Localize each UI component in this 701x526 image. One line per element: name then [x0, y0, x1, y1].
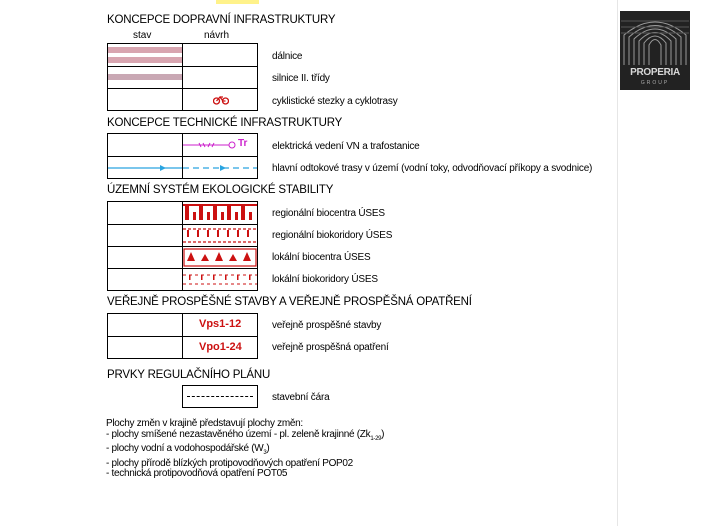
building-line-symbol	[187, 396, 253, 397]
road-symbol	[108, 74, 182, 80]
top-tab-left	[216, 0, 238, 4]
legend-label-regional-biocorridor: regionální biokoridory ÚSES	[272, 230, 393, 241]
heading-regulation: PRVKY REGULAČNÍHO PLÁNU	[107, 369, 271, 381]
eco-navrh-cell-4	[182, 268, 258, 291]
eco-stav-cell-1	[107, 201, 183, 225]
legend-label-local-biocentre: lokální biocentra ÚSES	[272, 252, 371, 263]
company-logo	[620, 11, 690, 90]
eco-navrh-cell-1	[182, 201, 258, 225]
eco-stav-cell-4	[107, 268, 183, 291]
logo-subtitle: GROUP	[640, 80, 670, 86]
notes-block	[106, 419, 384, 480]
water-stream-icon	[108, 162, 182, 174]
top-tab-right	[237, 0, 259, 4]
transport-stav-cell-2	[107, 66, 183, 89]
heading-technical: KONCEPCE TECHNICKÉ INFRASTRUKTURY	[107, 117, 343, 129]
heading-ecological: ÚZEMNÍ SYSTÉM EKOLOGICKÉ STABILITY	[107, 184, 334, 196]
bicycle-icon	[213, 95, 229, 105]
technical-navrh-cell-2	[182, 156, 258, 179]
local-biocorridor-symbol	[183, 269, 257, 290]
logo-name: PROPERIA	[630, 67, 680, 78]
eco-navrh-cell-2	[182, 224, 258, 247]
notes-title: Plochy změn v krajině představují plochy změn:	[106, 418, 303, 429]
transport-navrh-cell-1	[182, 43, 258, 67]
legend-label-local-biocorridor: lokální biokoridory ÚSES	[272, 274, 378, 285]
public-code-vpo: Vpo1-24	[199, 341, 242, 353]
transport-navrh-cell-3	[182, 88, 258, 111]
technical-stav-cell-2	[107, 156, 183, 179]
legend-label-regional-biocentre: regionální biocentra ÚSES	[272, 208, 385, 219]
notes-line-2-sub: 3	[263, 450, 267, 456]
eco-navrh-cell-3	[182, 246, 258, 269]
legend-label-highway: dálnice	[272, 51, 303, 62]
notes-line-1-text: - plochy smíšené nezastavěného území - pl. zeleně krajinné (Zk	[106, 428, 371, 440]
notes-line-1	[106, 430, 384, 445]
legend-label-public-measures: veřejně prospěšná opatření	[272, 342, 389, 353]
transport-stav-cell-3	[107, 88, 183, 111]
notes-line-2-text: - plochy vodní a vodohospodářské (W	[106, 443, 264, 454]
eco-stav-cell-2	[107, 224, 183, 247]
page-divider	[617, 0, 618, 526]
legend-label-road: silnice II. třídy	[272, 73, 330, 84]
notes-line-1-sub: 1-29	[370, 435, 382, 442]
regulation-cell	[182, 385, 258, 408]
notes-line-2	[106, 444, 384, 459]
legend-label-power: elektrická vedení VN a trafostanice	[272, 141, 420, 152]
public-navrh-cell-1	[182, 313, 258, 337]
regional-biocorridor-symbol	[183, 225, 257, 246]
highway-symbol-lower	[108, 57, 182, 63]
legend-label-water: hlavní odtokové trasy v území (vodní toky, odvodňovací příkopy a svodnice)	[272, 163, 593, 174]
public-stav-cell-2	[107, 336, 183, 359]
power-line-icon	[183, 138, 237, 152]
notes-line-3: - plochy přírodě blízkých protipovodňových opatření POP02	[106, 457, 353, 469]
local-biocentre-symbol	[183, 247, 257, 268]
column-navrh: návrh	[204, 30, 230, 41]
transport-navrh-cell-2	[182, 66, 258, 89]
public-stav-cell-1	[107, 313, 183, 337]
technical-stav-cell-1	[107, 133, 183, 157]
legend-label-building-line: stavební čára	[272, 392, 330, 403]
public-navrh-cell-2	[182, 336, 258, 359]
notes-line-4: - technická protipovodňová opatření POT05	[106, 468, 288, 479]
legend-label-public-buildings: veřejně prospěšné stavby	[272, 320, 382, 331]
public-code-vps: Vps1-12	[199, 318, 242, 330]
notes-line-2-end: )	[266, 443, 270, 454]
heading-transport: KONCEPCE DOPRAVNÍ INFRASTRUKTURY	[107, 14, 336, 26]
logo-emblem-icon	[620, 11, 690, 67]
heading-public: VEŘEJNĚ PROSPĚŠNÉ STAVBY A VEŘEJNĚ PROSPĚŠNÁ OPATŘENÍ	[107, 296, 472, 308]
column-stav: stav	[133, 30, 152, 41]
notes-line-1-end: )	[381, 428, 385, 440]
legend-label-cycle: cyklistické stezky a cyklotrasy	[272, 96, 398, 107]
water-stream-proposal-icon	[183, 162, 257, 174]
transport-stav-cell-1	[107, 43, 183, 67]
eco-stav-cell-3	[107, 246, 183, 269]
technical-navrh-cell-1	[182, 133, 258, 157]
regional-biocentre-symbol	[183, 202, 257, 224]
highway-symbol	[108, 47, 182, 53]
transformer-label: Tr	[238, 138, 248, 149]
